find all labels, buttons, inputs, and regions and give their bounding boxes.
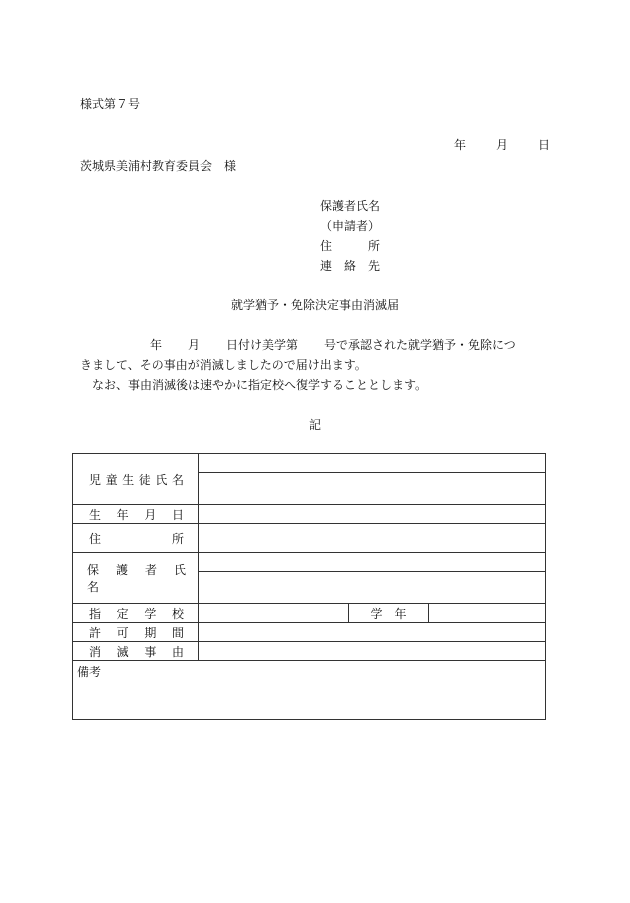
table-row [73, 505, 546, 524]
permission-period-label: 許 可 期 間 [73, 623, 199, 642]
grade-label: 学 年 [349, 604, 429, 623]
body-ref-prefix: 日付け美学第 [226, 338, 299, 352]
details-table [72, 453, 546, 720]
birth-date-cell[interactable] [199, 505, 546, 524]
body-line-1 [80, 335, 555, 355]
date-line [454, 137, 550, 153]
form-number: 様式第７号 [80, 97, 141, 111]
table-row [73, 524, 546, 553]
extinction-reason-label: 消 滅 事 由 [73, 642, 199, 661]
date-year-label: 年 [454, 138, 467, 152]
student-name-cell[interactable] [199, 473, 546, 505]
table-row [73, 661, 546, 720]
address-cell[interactable] [199, 524, 546, 553]
guardian-name-label: 保護者氏名 [319, 199, 380, 213]
grade-cell[interactable] [429, 604, 546, 623]
table-row [73, 604, 546, 623]
remarks-label: 備考 [77, 665, 102, 679]
date-month-label: 月 [496, 138, 509, 152]
extinction-reason-cell[interactable] [199, 642, 546, 661]
applicant-block [300, 196, 400, 276]
body-text [80, 335, 555, 395]
address-row-label: 住 所 [73, 524, 199, 553]
guardian-name-row-label: 保 護 者 氏 名 [73, 553, 199, 604]
student-name-furigana-cell[interactable] [199, 454, 546, 473]
birth-date-label: 生 年 月 日 [73, 505, 199, 524]
applicant-note: （申請者） [319, 219, 380, 233]
table-row [73, 642, 546, 661]
student-name-label: 児童生徒氏名 [73, 454, 199, 505]
body-ref-suffix: 号で承認された就学猶予・免除につ [324, 338, 516, 352]
addressee: 茨城県美浦村教育委員会 様 [80, 159, 237, 173]
guardian-name-cell[interactable] [199, 572, 546, 604]
body-month: 月 [188, 338, 201, 352]
table-row [73, 553, 546, 572]
remarks-cell[interactable] [73, 661, 546, 720]
designated-school-label: 指 定 学 校 [73, 604, 199, 623]
body-year: 年 [150, 338, 163, 352]
document-title: 就学猶予・免除決定事由消滅届 [230, 298, 399, 312]
ki-label: 記 [308, 418, 321, 432]
contact-label: 連 絡 先 [319, 259, 380, 273]
designated-school-cell[interactable] [199, 604, 349, 623]
table-row [73, 454, 546, 473]
permission-period-cell[interactable] [199, 623, 546, 642]
body-line-2: きまして、その事由が消滅しましたので届け出ます。 [80, 358, 367, 372]
body-line-3: なお、事由消滅後は速やかに指定校へ復学することとします。 [92, 378, 428, 392]
date-day-label: 日 [538, 138, 551, 152]
address-label: 住 所 [319, 239, 380, 253]
table-row [73, 623, 546, 642]
guardian-furigana-cell[interactable] [199, 553, 546, 572]
